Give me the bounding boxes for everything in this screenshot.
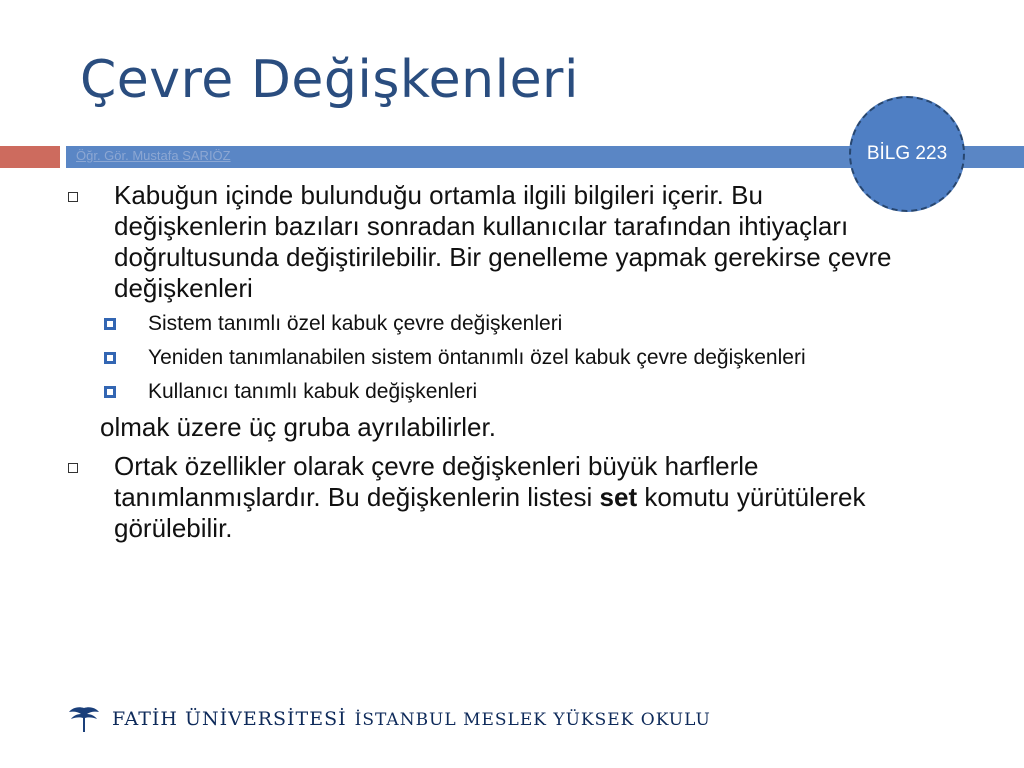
bullet-item-2 xyxy=(60,451,910,544)
square-bullet-icon xyxy=(104,318,116,330)
hollow-square-bullet-icon xyxy=(68,192,78,202)
author-name: Öğr. Gör. Mustafa SARIÖZ xyxy=(76,148,231,163)
slide-body xyxy=(60,180,910,550)
bullet-text-1: Kabuğun içinde bulunduğu ortamla ilgili bilgileri içerir. Bu değişkenlerin bazıları sonradan kullanıcılar tarafından ihtiyaçları doğrultusunda değiştirilebilir. Bir genelleme yapmak gerekirse çevre değişkenleri xyxy=(114,180,892,303)
hollow-square-bullet-icon xyxy=(68,463,78,473)
command-name: set xyxy=(599,482,638,512)
bullet-text-2-end: komutu yürütülerek görülebilir. xyxy=(114,482,866,543)
tree-logo-icon xyxy=(66,704,102,734)
university-name: FATİH ÜNİVERSİTESİ xyxy=(112,708,347,730)
sub-bullet-text-1: Sistem tanımlı özel kabuk çevre değişkenleri xyxy=(148,312,563,335)
footer-logo-bar xyxy=(66,702,711,736)
bullet-text-2 xyxy=(114,451,865,543)
sub-bullet-item-2 xyxy=(60,344,910,371)
sub-bullet-item-1 xyxy=(60,310,910,337)
bullet-continuation: olmak üzere üç gruba ayrılabilirler. xyxy=(100,412,496,442)
course-code: BİLG 223 xyxy=(866,143,948,164)
sub-bullet-item-3 xyxy=(60,378,910,405)
square-bullet-icon xyxy=(104,352,116,364)
institution-name xyxy=(112,708,711,730)
slide-title: Çevre Değişkenleri xyxy=(80,50,579,110)
header-band-accent xyxy=(0,146,60,168)
sub-bullet-text-3: Kullanıcı tanımlı kabuk değişkenleri xyxy=(148,380,478,403)
square-bullet-icon xyxy=(104,386,116,398)
sub-bullet-text-2: Yeniden tanımlanabilen sistem öntanımlı özel kabuk çevre değişkenleri xyxy=(148,346,806,369)
bullet-text-2-start: Ortak özellikler olarak çevre değişkenleri büyük harflerle tanımlanmışlardır. Bu değişkenlerin listesi xyxy=(114,451,759,512)
bullet-item-1 xyxy=(60,180,910,304)
school-name: İSTANBUL MESLEK YÜKSEK OKULU xyxy=(354,710,711,730)
